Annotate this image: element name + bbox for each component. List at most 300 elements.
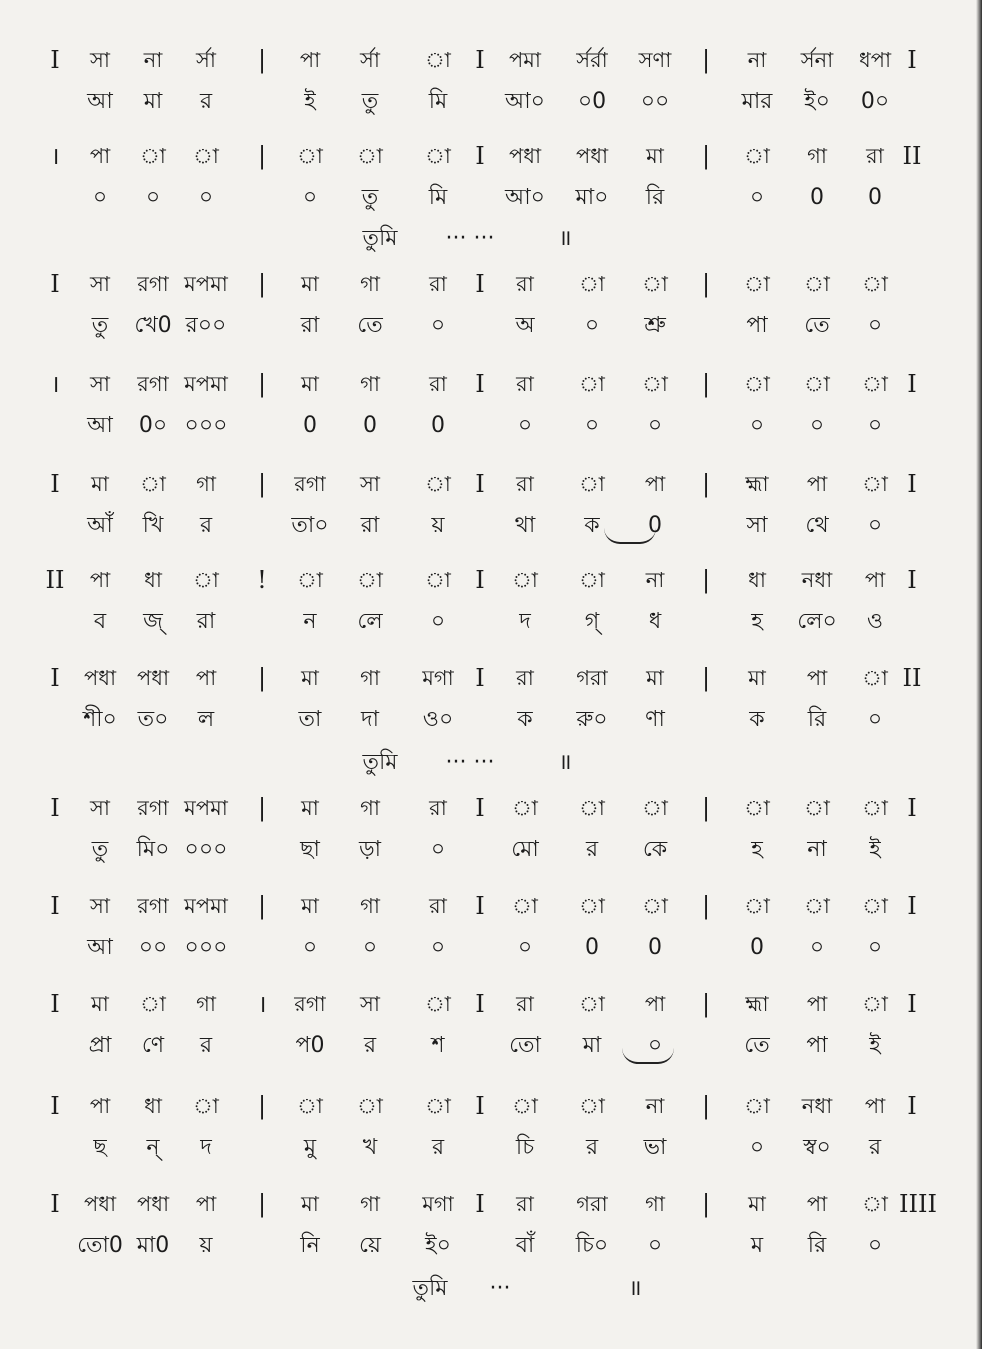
swara-note: া [425, 992, 451, 1016]
swara-note: া [357, 1094, 383, 1118]
lyric-syllable: ০ [749, 413, 765, 438]
lyric-syllable: আ [87, 413, 113, 438]
lyric-syllable: তু [361, 89, 379, 114]
bar-line-close: II [902, 142, 922, 170]
lyric-syllable: য় [431, 513, 445, 538]
bar-line-open: I [50, 664, 60, 692]
swara-note: গরা [576, 1192, 608, 1216]
bar-line: | [257, 664, 267, 692]
bar-line: | [701, 566, 711, 594]
bar-line: | [701, 1092, 711, 1120]
lyric-syllable: ০ [430, 313, 446, 338]
swara-note: া [579, 796, 605, 820]
lyric-syllable: দ [519, 609, 531, 634]
swara-note: া [512, 894, 538, 918]
swara-note: না [747, 48, 767, 72]
lyric-syllable: 0 [810, 185, 824, 210]
bar-line: | [701, 794, 711, 822]
lyric-syllable: র [585, 837, 599, 862]
swara-note: পধা [83, 1192, 117, 1216]
swara-row-6 [0, 562, 982, 598]
lyric-syllable: ০0 [577, 89, 607, 114]
bar-line: | [701, 46, 711, 74]
bar-line-close: I [907, 1092, 917, 1120]
lyric-syllable: তা [298, 707, 322, 732]
lyric-row-2 [0, 180, 982, 216]
lyric-syllable: ০ [867, 313, 883, 338]
lyric-syllable: চি০ [575, 1233, 609, 1258]
swara-note: রা [516, 666, 534, 690]
swara-note: মা [91, 992, 109, 1016]
swara-note: গা [645, 1192, 665, 1216]
swara-note: া [862, 1192, 888, 1216]
swara-note: া [579, 272, 605, 296]
lyric-syllable: তা০ [291, 513, 329, 538]
lyric-row-6 [0, 604, 982, 640]
lyric-syllable: ০ [92, 185, 108, 210]
lyric-syllable: 0 [648, 513, 662, 538]
refrain-line [0, 222, 982, 256]
swara-note: পা [806, 1192, 828, 1216]
lyric-syllable: তু [91, 837, 109, 862]
swara-note: পা [195, 666, 217, 690]
lyric-syllable: রা [300, 313, 320, 338]
swara-note: নধা [801, 1094, 833, 1118]
lyric-syllable: দ [200, 1135, 212, 1160]
swara-note: গা [360, 272, 380, 296]
swara-note: না [645, 1094, 665, 1118]
refrain-end-mark: ॥ [558, 750, 572, 775]
lyric-syllable: ০ [584, 413, 600, 438]
lyric-syllable: ল [197, 707, 215, 732]
swara-note: া [862, 472, 888, 496]
swara-note: ধা [144, 568, 162, 592]
swara-note: র্সর্রা [576, 48, 608, 72]
swara-note: মা [748, 1192, 766, 1216]
lyric-syllable: ০০ [640, 89, 670, 114]
bar-line-open: I [50, 794, 60, 822]
bar-line-open: I [50, 46, 60, 74]
swara-note: গা [807, 144, 827, 168]
swara-note: মা [301, 1192, 319, 1216]
swara-row-1 [0, 42, 982, 78]
swara-note: গা [360, 796, 380, 820]
lyric-row-1 [0, 84, 982, 120]
bar-line: | [257, 270, 267, 298]
swara-note: মগা [422, 1192, 454, 1216]
bar-line: | [257, 892, 267, 920]
swara-note: র্সনা [800, 48, 834, 72]
lyric-syllable: লে০ [797, 609, 837, 634]
swara-note: গা [196, 472, 216, 496]
bar-line: | [701, 470, 711, 498]
swara-note: র্সা [196, 48, 216, 72]
swara-note: ধা [748, 568, 766, 592]
lyric-syllable: ন্ [146, 1135, 160, 1160]
lyric-syllable: মা [143, 89, 163, 114]
lyric-syllable: ০০০ [184, 935, 228, 960]
swara-note: পধা [136, 666, 170, 690]
lyric-syllable: ০০ [138, 935, 168, 960]
swara-note: রগা [294, 472, 326, 496]
lyric-syllable: ০ [302, 185, 318, 210]
lyric-syllable: র [585, 1135, 599, 1160]
swara-note: পা [644, 472, 666, 496]
lyric-syllable: 0 [868, 185, 882, 210]
lyric-syllable: শ্রু [644, 313, 666, 338]
swara-note: রগা [137, 272, 169, 296]
swara-note: রা [516, 1192, 534, 1216]
swara-note: া [140, 992, 166, 1016]
swara-row-11 [0, 1088, 982, 1124]
bar-line: | [257, 46, 267, 74]
bar-line: | [701, 1190, 711, 1218]
swara-note: গরা [576, 666, 608, 690]
swara-note: পা [195, 1192, 217, 1216]
refrain-word: তুমি [362, 226, 398, 251]
swara-note: া [744, 372, 770, 396]
lyric-syllable: প0 [295, 1033, 325, 1058]
bar-line-close: I [907, 566, 917, 594]
swara-note: র্সা [360, 48, 380, 72]
swara-note: নধা [801, 568, 833, 592]
lyric-syllable: ই০ [804, 89, 830, 114]
lyric-row-10 [0, 1028, 982, 1064]
swara-note: া [425, 472, 451, 496]
swara-note: রা [429, 796, 447, 820]
swara-row-5 [0, 466, 982, 502]
swara-note: পধা [575, 144, 609, 168]
swara-note: া [357, 568, 383, 592]
lyric-syllable: ও০ [422, 707, 454, 732]
swara-row-10 [0, 986, 982, 1022]
lyric-syllable: ০ [647, 1033, 663, 1058]
refrain-word: তুমি [362, 750, 398, 775]
lyric-syllable: ০ [867, 413, 883, 438]
swara-note: পা [806, 666, 828, 690]
swara-note: া [804, 894, 830, 918]
lyric-syllable: ণে [141, 1033, 165, 1058]
swara-note: রা [516, 372, 534, 396]
lyric-syllable: তু [91, 313, 109, 338]
lyric-syllable: রি [807, 707, 827, 732]
swara-note: গা [360, 1192, 380, 1216]
swara-note: পা [89, 144, 111, 168]
bar-line-open: I [50, 990, 60, 1018]
swara-note: পা [806, 472, 828, 496]
lyric-syllable: খি [142, 513, 164, 538]
bar-line: | [701, 664, 711, 692]
lyric-syllable: মি [428, 89, 448, 114]
swara-note: পা [299, 48, 321, 72]
lyric-syllable: মা০ [575, 185, 609, 210]
bar-line: I [475, 270, 485, 298]
swara-note: রগা [137, 894, 169, 918]
lyric-syllable: বাঁ [515, 1233, 535, 1258]
bar-line-close: I [907, 46, 917, 74]
slur-mark [604, 528, 656, 544]
lyric-syllable: হ [751, 609, 763, 634]
lyric-syllable: গ্ [584, 609, 600, 634]
bar-line: | [701, 270, 711, 298]
lyric-row-5 [0, 508, 982, 544]
lyric-syllable: শ [431, 1033, 445, 1058]
lyric-syllable: ই [869, 837, 881, 862]
lyric-syllable: খে0 [134, 313, 172, 338]
swara-note: া [744, 1094, 770, 1118]
refrain-end-mark: ॥ [558, 226, 572, 251]
swara-note: সা [360, 992, 380, 1016]
lyric-syllable: সা [746, 513, 768, 538]
swara-note: া [512, 568, 538, 592]
refrain-dots: ··· ··· [445, 750, 495, 775]
swara-note: ধপা [858, 48, 892, 72]
lyric-syllable: জ্ [143, 609, 163, 634]
lyric-syllable: পা [746, 313, 768, 338]
bar-line: | [701, 142, 711, 170]
lyric-syllable: না [807, 837, 827, 862]
lyric-syllable: ০০০ [184, 413, 228, 438]
swara-note: া [804, 372, 830, 396]
swara-row-2 [0, 138, 982, 174]
swara-note: া [642, 372, 668, 396]
swara-note: া [642, 894, 668, 918]
lyric-syllable: 0০ [860, 89, 890, 114]
lyric-syllable: নি [300, 1233, 320, 1258]
bar-line: I [475, 142, 485, 170]
lyric-syllable: ০ [867, 513, 883, 538]
lyric-syllable: ও [866, 609, 884, 634]
lyric-syllable: দা [361, 707, 379, 732]
swara-note: া [193, 144, 219, 168]
bar-line: | [701, 990, 711, 1018]
bar-line: I [475, 46, 485, 74]
swara-note: া [512, 1094, 538, 1118]
bar-line: ! [257, 566, 267, 594]
swara-note: পা [89, 1094, 111, 1118]
swara-note: রা [516, 272, 534, 296]
lyric-syllable: 0 [648, 935, 662, 960]
swara-note: া [193, 568, 219, 592]
swara-note: া [744, 796, 770, 820]
swara-note: রা [429, 372, 447, 396]
swara-note: া [862, 894, 888, 918]
swara-note: া [425, 144, 451, 168]
lyric-syllable: ০ [867, 707, 883, 732]
lyric-syllable: ০ [584, 313, 600, 338]
swara-note: পা [644, 992, 666, 1016]
bar-line: | [257, 1190, 267, 1218]
swara-note: া [744, 894, 770, 918]
swara-note: রা [516, 992, 534, 1016]
lyric-syllable: ই [304, 89, 316, 114]
refrain-dots: ··· ··· [445, 226, 495, 251]
lyric-syllable: র০০ [185, 313, 227, 338]
swara-note: মপমা [184, 894, 228, 918]
lyric-syllable: রা [196, 609, 216, 634]
swara-note: পা [864, 1094, 886, 1118]
swara-note: হ্মা [745, 472, 769, 496]
swara-note: া [642, 796, 668, 820]
bar-line: । [257, 990, 267, 1018]
bar-line: I [475, 892, 485, 920]
swara-note: া [579, 372, 605, 396]
lyric-syllable: ত০ [137, 707, 169, 732]
lyric-syllable: ০ [749, 1135, 765, 1160]
swara-note: মা [301, 272, 319, 296]
lyric-syllable: ০ [749, 185, 765, 210]
lyric-syllable: আ০ [505, 89, 545, 114]
swara-note: না [143, 48, 163, 72]
lyric-syllable: য় [199, 1233, 213, 1258]
slur-mark [622, 1048, 674, 1064]
bar-line-open: I [50, 470, 60, 498]
swara-note: পধা [508, 144, 542, 168]
bar-line: I [475, 794, 485, 822]
lyric-syllable: খ [362, 1135, 378, 1160]
swara-note: সা [90, 372, 110, 396]
swara-note: া [804, 796, 830, 820]
bar-line: I [475, 1190, 485, 1218]
lyric-syllable: ০ [430, 935, 446, 960]
lyric-syllable: আ০ [505, 185, 545, 210]
lyric-syllable: ০ [647, 1233, 663, 1258]
lyric-syllable: লে [357, 609, 383, 634]
lyric-row-4 [0, 408, 982, 444]
lyric-syllable: তে [804, 313, 830, 338]
swara-note: া [579, 992, 605, 1016]
lyric-syllable: ধ [648, 609, 662, 634]
swara-note: মপমা [184, 272, 228, 296]
lyric-syllable: আ [87, 89, 113, 114]
lyric-syllable: ০ [867, 1233, 883, 1258]
swara-note: রা [866, 144, 884, 168]
lyric-syllable: ০ [517, 413, 533, 438]
swara-note: া [297, 568, 323, 592]
bar-line: | [257, 1092, 267, 1120]
lyric-syllable: র [199, 513, 213, 538]
bar-line: | [257, 794, 267, 822]
swara-note: হ্মা [745, 992, 769, 1016]
lyric-syllable: হ [751, 837, 763, 862]
swara-note: না [645, 568, 665, 592]
lyric-syllable: কে [642, 837, 668, 862]
bar-line-open: I [50, 892, 60, 920]
swara-note: ধা [144, 1094, 162, 1118]
lyric-syllable: ছা [300, 837, 320, 862]
swara-note: মা [301, 666, 319, 690]
lyric-syllable: মু [303, 1135, 317, 1160]
bar-line: I [475, 1092, 485, 1120]
lyric-syllable: ০ [809, 413, 825, 438]
lyric-syllable: 0 [585, 935, 599, 960]
lyric-syllable: মা [582, 1033, 602, 1058]
refrain-dots: ··· [489, 1276, 511, 1301]
bar-line-open: II [45, 566, 65, 594]
swara-note: গা [360, 666, 380, 690]
lyric-syllable: মি [428, 185, 448, 210]
lyric-row-8 [0, 832, 982, 868]
bar-line-close: I [907, 370, 917, 398]
bar-line-close: I [907, 892, 917, 920]
swara-note: পা [864, 568, 886, 592]
bar-line: | [257, 142, 267, 170]
swara-note: া [512, 796, 538, 820]
swara-note: া [579, 568, 605, 592]
lyric-syllable: চি [515, 1135, 535, 1160]
bar-line: I [475, 370, 485, 398]
lyric-syllable: 0 [303, 413, 317, 438]
swara-note: মা [646, 144, 664, 168]
lyric-row-9 [0, 930, 982, 966]
lyric-syllable: প্রা [88, 1033, 112, 1058]
lyric-syllable: রু০ [576, 707, 608, 732]
lyric-syllable: ০ [302, 935, 318, 960]
lyric-syllable: ব [93, 609, 107, 634]
bar-line: I [475, 664, 485, 692]
swara-row-3 [0, 266, 982, 302]
lyric-syllable: ০ [867, 935, 883, 960]
swara-note: মপমা [184, 796, 228, 820]
refrain-word: তুমি [412, 1276, 448, 1301]
lyric-syllable: ক [749, 707, 765, 732]
lyric-syllable: ক [517, 707, 533, 732]
swara-note: পধা [136, 1192, 170, 1216]
lyric-syllable: ই [869, 1033, 881, 1058]
bar-line: | [257, 470, 267, 498]
swara-note: গা [360, 372, 380, 396]
swara-note: া [297, 144, 323, 168]
lyric-syllable: অ [515, 313, 535, 338]
swara-row-7 [0, 660, 982, 696]
bar-line: | [701, 892, 711, 920]
swara-row-12 [0, 1186, 982, 1222]
lyric-syllable: তো [509, 1033, 541, 1058]
lyric-syllable: ই০ [425, 1233, 451, 1258]
swara-note: সা [90, 272, 110, 296]
swara-row-8 [0, 790, 982, 826]
bar-line: | [257, 370, 267, 398]
lyric-syllable: ০০০ [184, 837, 228, 862]
lyric-syllable: তে [744, 1033, 770, 1058]
swara-note: গা [360, 894, 380, 918]
swara-note: া [425, 568, 451, 592]
swara-note: মা [646, 666, 664, 690]
lyric-syllable: থে [805, 513, 829, 538]
swara-note: া [642, 272, 668, 296]
lyric-syllable: র [868, 1135, 882, 1160]
lyric-syllable: মা0 [136, 1233, 170, 1258]
swara-note: া [357, 144, 383, 168]
swara-note: া [804, 272, 830, 296]
lyric-syllable: রি [807, 1233, 827, 1258]
swara-note: রা [429, 272, 447, 296]
lyric-syllable: 0০ [138, 413, 168, 438]
swara-note: সা [360, 472, 380, 496]
bar-line-close: I [907, 990, 917, 1018]
bar-line-open: I [50, 1190, 60, 1218]
swara-note: মা [301, 372, 319, 396]
swara-note: গা [196, 992, 216, 1016]
lyric-syllable: য়ে [359, 1233, 381, 1258]
lyric-syllable: ০ [517, 935, 533, 960]
swara-note: া [425, 48, 451, 72]
bar-line: I [475, 470, 485, 498]
swara-note: া [297, 1094, 323, 1118]
lyric-row-3 [0, 308, 982, 344]
lyric-syllable: 0 [363, 413, 377, 438]
bar-line: | [701, 370, 711, 398]
